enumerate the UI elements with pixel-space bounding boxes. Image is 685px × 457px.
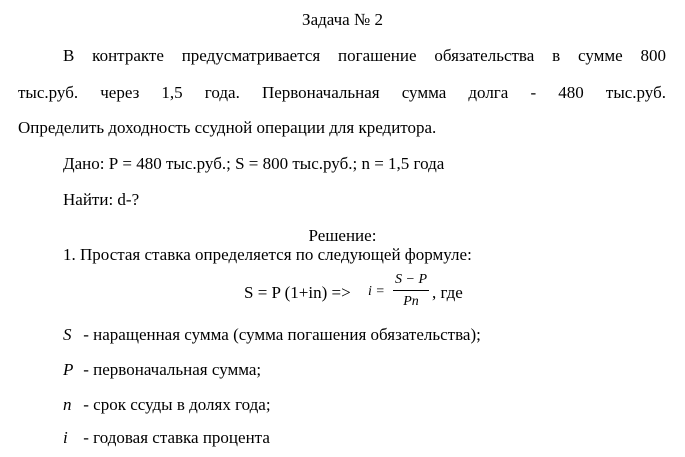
- given-line: Дано: Р = 480 тыс.руб.; S = 800 тыс.руб.; n = 1,5 года: [63, 154, 445, 173]
- paragraph-line-2: тыс.руб. через 1,5 года. Первоначальная сумма долга - 480 тыс.руб.: [18, 83, 666, 102]
- definition-n: [63, 395, 271, 415]
- find-line: Найти: d-?: [63, 190, 140, 209]
- formula-lhs: S = P (1+in) =>: [244, 283, 351, 302]
- definition-text: - срок ссуды в долях года;: [79, 395, 271, 414]
- fraction-bar: [393, 290, 429, 291]
- definition-symbol: n: [63, 395, 72, 414]
- task-title: Задача № 2: [302, 10, 383, 29]
- solution-heading: Решение:: [308, 226, 377, 245]
- definition-text: - первоначальная сумма;: [79, 360, 262, 379]
- definition-symbol: i: [63, 428, 68, 447]
- definition-s: [63, 325, 481, 345]
- solution-step-1: 1. Простая ставка определяется по следующей формуле:: [63, 245, 472, 264]
- definition-text: - годовая ставка процента: [79, 428, 270, 447]
- definition-i: [63, 428, 270, 448]
- paragraph-line-3: Определить доходность ссудной операции для кредитора.: [18, 118, 437, 137]
- definition-symbol: S: [63, 325, 72, 344]
- definition-p: [63, 360, 261, 380]
- formula-tail: , где: [432, 283, 463, 302]
- definition-symbol: P: [63, 360, 74, 379]
- formula-rate-variable: i =: [368, 284, 385, 299]
- definition-text: - наращенная сумма (сумма погашения обязательства);: [79, 325, 481, 344]
- paragraph-line-1: В контракте предусматривается погашение обязательства в сумме 800: [63, 46, 666, 65]
- formula-denominator: Pn: [403, 294, 419, 309]
- formula-numerator: S − P: [395, 272, 427, 287]
- formula-fraction: [393, 271, 429, 310]
